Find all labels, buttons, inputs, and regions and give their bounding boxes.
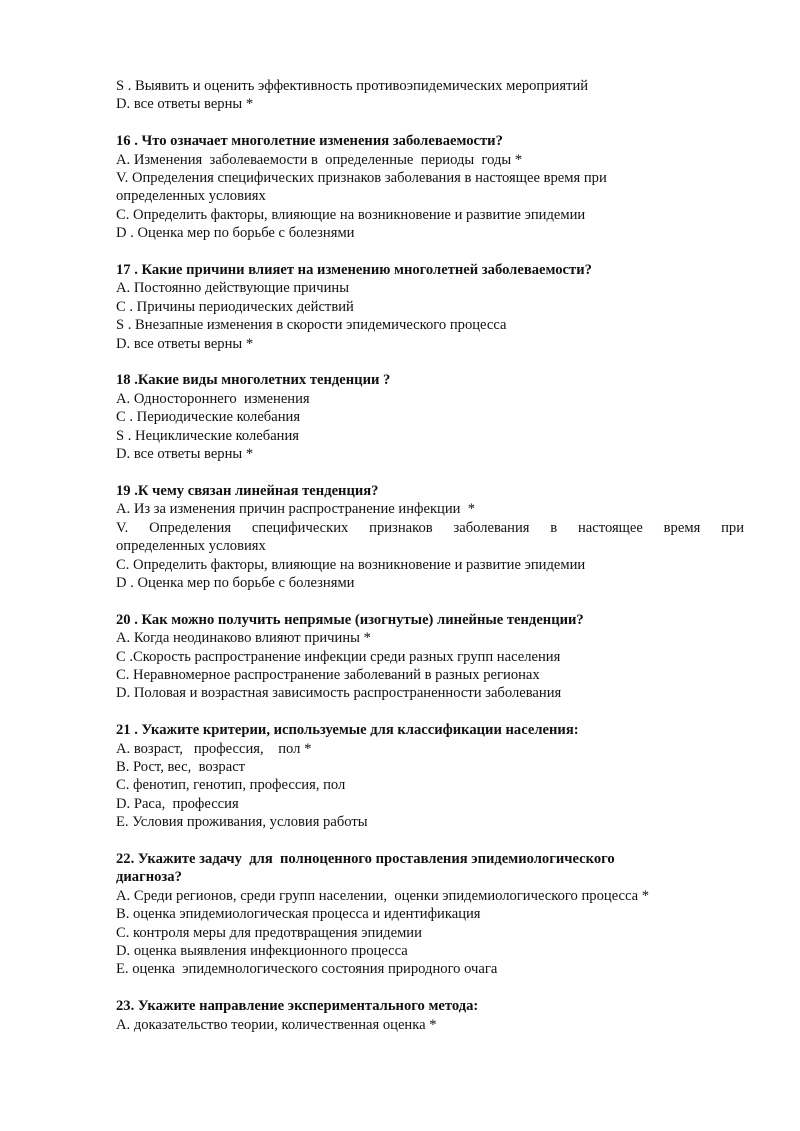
option-line: D. все ответы верны *: [116, 446, 254, 463]
question-title-continued: диагноза?: [116, 869, 182, 886]
option-line: D . Оценка мер по борьбе с болезнями: [116, 225, 355, 242]
option-line: C . Периодические колебания: [116, 409, 301, 426]
option-line: S . Нециклические колебания: [116, 427, 300, 444]
option-line: определенных условиях: [116, 188, 266, 205]
option-line: C. фенотип, генотип, профессия, пол: [116, 777, 346, 794]
option-line: B. оценка эпидемиологическая процесса и идентификация: [116, 906, 481, 923]
option-line: D. оценка выявления инфекционного процесса: [116, 942, 408, 959]
option-line: A. Из за изменения причин распространение инфекции *: [116, 501, 476, 518]
option-line: D. Раса, профессия: [116, 795, 239, 812]
option-line: A. возраст, профессия, пол *: [116, 740, 312, 757]
option-line: A. Одностороннего изменения: [116, 390, 310, 407]
question-20: [116, 611, 744, 703]
option-line: S . Выявить и оценить эффективность противоэпидемических мероприятий: [116, 78, 589, 94]
option-line: C .Скорость распространение инфекции среди разных групп населения: [116, 648, 561, 665]
question-19: [116, 482, 744, 592]
option-line: D. Половая и возрастная зависимость распространенности заболевания: [116, 685, 562, 702]
question-title: 21 . Укажите критерии, используемые для классификации населения:: [116, 722, 579, 739]
question-22: [116, 850, 744, 979]
option-line: A. доказательство теории, количественная оценка *: [116, 1016, 437, 1033]
option-line: C. Определить факторы, влияющие на возникновение и развитие эпидемии: [116, 556, 586, 573]
option-line: D. все ответы верны *: [116, 96, 254, 113]
option-line: D. все ответы верны *: [116, 335, 254, 352]
option-line: C. контроля меры для предотвращения эпидемии: [116, 924, 422, 941]
question-title: 16 . Что означает многолетние изменения заболеваемости?: [116, 133, 503, 150]
option-line: C. Определить факторы, влияющие на возникновение и развитие эпидемии: [116, 206, 586, 223]
question-17: [116, 261, 744, 353]
question-23: [116, 997, 744, 1034]
document-page: [116, 77, 744, 1052]
option-line: C. Неравномерное распространение заболеваний в разных регионах: [116, 666, 540, 683]
intro-options: [116, 77, 744, 114]
option-line: A. Когда неодинаково влияют причины *: [116, 630, 371, 647]
option-line: A. Изменения заболеваемости в определенные периоды годы *: [116, 151, 523, 168]
option-line: определенных условиях: [116, 538, 266, 555]
question-title: 20 . Как можно получить непрямые (изогнутые) линейные тенденции?: [116, 611, 584, 628]
question-title: 18 .Какие виды многолетних тенденции ?: [116, 372, 391, 389]
question-18: [116, 371, 744, 463]
option-line: A. Постоянно действующие причины: [116, 280, 350, 297]
option-line-justified: V. Определения специфических признаков заболевания в настоящее время при: [116, 519, 744, 536]
option-line: E. Условия проживания, условия работы: [116, 814, 368, 831]
option-line: C . Причины периодических действий: [116, 298, 354, 315]
question-title: 23. Укажите направление экспериментального метода:: [116, 998, 479, 1015]
option-line: B. Рост, вес, возраст: [116, 758, 246, 775]
question-title: 19 .К чему связан линейная тенденция?: [116, 482, 379, 499]
option-line: S . Внезапные изменения в скорости эпидемического процесса: [116, 317, 507, 334]
question-21: [116, 721, 744, 831]
option-line: E. оценка эпидемнологического состояния природного очага: [116, 961, 498, 978]
option-line: A. Среди регионов, среди групп населении, оценки эпидемиологического процесса *: [116, 887, 650, 904]
option-line: V. Определения специфических признаков заболевания в настоящее время при: [116, 170, 607, 187]
question-16: [116, 132, 744, 242]
option-line: D . Оценка мер по борьбе с болезнями: [116, 574, 355, 591]
question-title: 17 . Какие причини влияет на изменению многолетней заболеваемости?: [116, 262, 592, 279]
question-title: 22. Укажите задачу для полноценного проставления эпидемиологического: [116, 850, 615, 867]
